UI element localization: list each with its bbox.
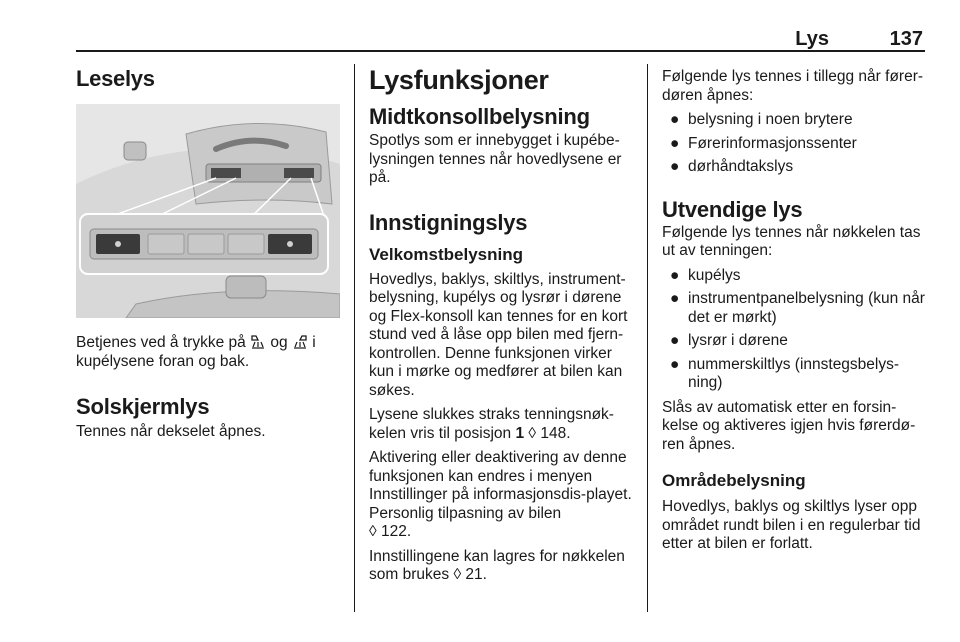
- list-item: [662, 158, 927, 177]
- utvendige-lys-heading: Utvendige lys: [662, 196, 803, 222]
- list-item-text: dørhåndtakslys: [688, 158, 794, 175]
- list-item: [662, 135, 927, 154]
- section-title: Lys: [795, 28, 829, 50]
- aktivering-text-main: Aktivering eller deaktivering av denne funksjonen kan endres i menyen Innstillinger på informasjonsdis-playet. Personlig tilpasning av bilen: [369, 449, 632, 522]
- bullet-icon: ●: [670, 266, 680, 284]
- column-3: [662, 64, 927, 554]
- slukkes-text: [369, 406, 634, 443]
- caption-text-3: i kupélysene foran og bak.: [76, 334, 316, 370]
- omradebelysning-text: Hovedlys, baklys og skiltlys lyser opp området rundt bilen i en regulerbar tid etter at bilen er forlatt.: [662, 498, 921, 552]
- page-ref-148[interactable]: 148.: [540, 424, 571, 442]
- utvendige-intro: Følgende lys tennes når nøkkelen tas ut av tenningen:: [662, 223, 921, 259]
- list-item: [662, 332, 927, 351]
- page-ref-21[interactable]: 21.: [465, 566, 487, 583]
- forerdor-intro: Følgende lys tennes i tillegg når fører-døren åpnes:: [662, 68, 924, 104]
- caption-text-1: Betjenes ved å trykke på: [76, 334, 246, 351]
- midtkonsoll-heading: Midtkonsollbelysning: [369, 104, 590, 129]
- list-item: [662, 111, 927, 130]
- aktivering-text: [369, 449, 634, 542]
- list-item-text: instrumentpanelbelysning (kun når det er mørkt): [688, 290, 925, 326]
- reading-light-photo: [76, 104, 340, 318]
- utvendige-list: [662, 267, 927, 393]
- solskjermlys-text: Tennes når dekselet åpnes.: [76, 423, 266, 440]
- velkomstbelysning-heading: Velkomstbelysning: [369, 244, 523, 264]
- utvendige-text: Slås av automatisk etter en forsin-kelse og aktiveres igjen hvis førerdø-ren åpnes.: [662, 398, 916, 453]
- forerdor-list: [662, 111, 927, 177]
- slukkes-text-main: Lysene slukkes straks tenningsnøk-kelen vris til posisjon: [369, 406, 614, 442]
- omradebelysning-heading: Områdebelysning: [662, 471, 806, 490]
- list-item-text: belysning i noen brytere: [688, 111, 853, 128]
- reading-lamp-left-icon: [250, 334, 266, 349]
- innstillinger-text: [369, 548, 634, 585]
- bullet-icon: ●: [670, 355, 680, 373]
- innstigningslys-heading: Innstigningslys: [369, 209, 528, 235]
- page-ref-icon: ◊: [369, 523, 377, 540]
- car-interior-illustration: [76, 104, 340, 318]
- bullet-icon: ●: [670, 332, 680, 349]
- list-item: [662, 290, 927, 327]
- page-header: [76, 28, 925, 50]
- header-divider: [76, 50, 925, 52]
- column-divider-2: [647, 64, 648, 612]
- bullet-icon: ●: [670, 290, 680, 307]
- page-ref-icon: ◊: [528, 424, 537, 442]
- innstillinger-text-main: Innstillingene kan lagres for nøkkelen som brukes: [369, 547, 625, 583]
- leselys-caption: [76, 334, 340, 371]
- reading-lamp-right-icon: [292, 334, 308, 349]
- bullet-icon: ●: [670, 158, 680, 175]
- list-item: [662, 356, 927, 393]
- list-item-text: nummerskiltlys (innstegsbelys-ning): [688, 355, 900, 391]
- list-item: [662, 267, 927, 286]
- solskjermlys-heading: Solskjermlys: [76, 394, 210, 419]
- page-number: 137: [889, 28, 923, 50]
- page-ref-122[interactable]: 122.: [380, 523, 412, 540]
- caption-text-2: og: [270, 334, 288, 351]
- ignition-position: 1: [515, 424, 525, 442]
- bullet-icon: ●: [670, 134, 680, 152]
- list-item-text: Førerinformasjonssenter: [688, 134, 857, 152]
- leselys-heading: Leselys: [76, 66, 155, 91]
- column-divider-1: [354, 64, 355, 612]
- bullet-icon: ●: [670, 111, 680, 128]
- list-item-text: lysrør i dørene: [688, 332, 788, 349]
- velkomst-text: Hovedlys, baklys, skiltlys, instrument-belysning, kupélys og lysrør i dørene og Flex-konsoll kan tennes for en kort stund ved å låse opp bilen med fjern-kontrollen. Denne funksjonen virker kun i mørke og medfører at bilen kan søkes.: [369, 270, 628, 399]
- column-1: [76, 64, 340, 442]
- column-2: [369, 64, 634, 585]
- midtkonsoll-text: Spotlys som er innebygget i kupébe-lysningen tennes når hovedlysene er på.: [369, 132, 622, 186]
- list-item-text: kupélys: [688, 266, 741, 284]
- lysfunksjoner-heading: Lysfunksjoner: [369, 65, 549, 95]
- page-ref-icon: ◊: [453, 566, 462, 583]
